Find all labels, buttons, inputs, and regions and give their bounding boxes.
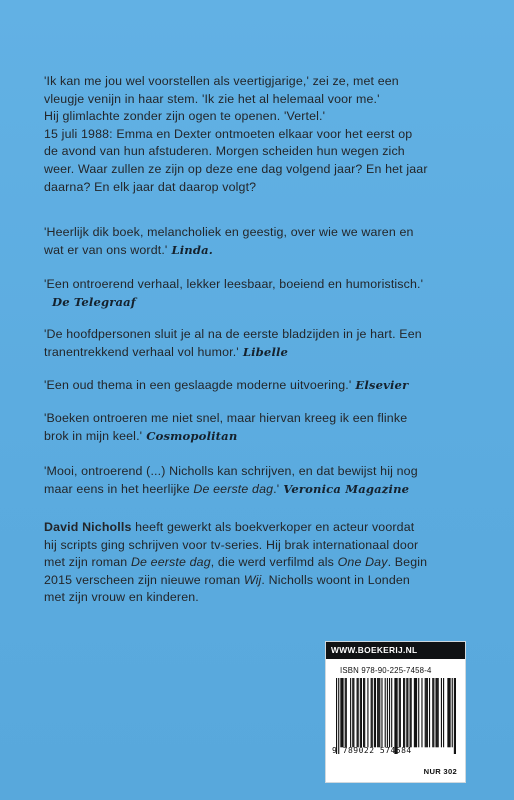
barcode-bar: [374, 678, 375, 747]
barcode-bar: [399, 678, 400, 747]
barcode-bar: [452, 678, 453, 747]
author-bio: [44, 519, 474, 607]
barcode-bar: [400, 678, 401, 747]
barcode-bar: [448, 678, 449, 747]
barcode-bar: [391, 678, 392, 747]
barcode-bar: [364, 678, 365, 747]
quote-line: wat er van ons wordt.': [44, 242, 168, 257]
barcode-bar: [427, 678, 428, 747]
review-quote-libelle: [44, 326, 474, 361]
barcode-bar: [429, 678, 430, 747]
barcode-bar: [447, 678, 448, 747]
intro-line: 15 juli 1988: Emma en Dexter ontmoeten elkaar voor het eerst op: [44, 126, 413, 141]
intro-line: de avond van hun afstuderen. Morgen scheiden hun wegen zich: [44, 144, 405, 159]
review-source: Libelle: [242, 344, 289, 359]
barcode-bar: [433, 678, 434, 747]
barcode-bar: [375, 678, 376, 747]
barcode-bar: [435, 678, 436, 747]
barcode-bar: [437, 678, 438, 747]
barcode-digits: 9 789022 574584: [332, 746, 412, 755]
barcode-bar: [410, 678, 411, 747]
barcode-bar: [454, 678, 455, 754]
review-source: Veronica Magazine: [283, 481, 410, 496]
bio-text: , die werd verfilmd als: [210, 555, 338, 570]
barcode-bar: [371, 678, 372, 747]
intro-line: vleugje venijn in haar stem. 'Ik zie het al helemaal voor me.': [44, 91, 380, 106]
bio-text: met zijn roman: [44, 555, 131, 570]
quote-line: tranentrekkend verhaal vol humor.': [44, 344, 239, 359]
nur-code: NUR 302: [423, 767, 457, 776]
review-source: Elsevier: [355, 378, 409, 392]
review-quote-cosmopolitan: [44, 410, 474, 445]
barcode-bar: [395, 678, 396, 754]
barcode-bar: [361, 678, 362, 747]
barcode-bar: [385, 678, 386, 747]
barcode-bar: [338, 678, 339, 754]
barcode-bar: [418, 678, 419, 747]
barcode-bar: [353, 678, 354, 747]
intro-line: Hij glimlachte zonder zijn ogen te openen. 'Vertel.': [44, 109, 326, 124]
barcode-bar: [426, 678, 427, 747]
quote-line: 'Een ontroerend verhaal, lekker leesbaar, boeiend en humoristisch.': [44, 277, 424, 291]
review-source: De Telegraaf: [52, 294, 136, 309]
barcode-bar: [394, 678, 395, 754]
review-quote-elsevier: [44, 377, 474, 395]
barcode-bar: [340, 678, 341, 747]
barcode-bar: [443, 678, 444, 747]
barcode-bar: [406, 678, 407, 747]
barcode-bar: [381, 678, 382, 747]
barcode-bar: [416, 678, 417, 747]
blurb-intro: [44, 73, 474, 196]
barcode-bar: [363, 678, 364, 747]
barcode-bar: [414, 678, 415, 747]
quote-line: 'Heerlijk dik boek, melancholiek en geestig, over wie we waren en: [44, 225, 414, 239]
review-quote-linda: [44, 224, 474, 259]
quote-line: 'Mooi, ontroerend (...) Nicholls kan schrijven, en dat bewijst hij nog: [44, 464, 418, 478]
bio-text: heeft gewerkt als boekverkoper en acteur voordat: [131, 520, 415, 534]
barcode-bar: [441, 678, 442, 747]
review-source: Linda.: [171, 242, 213, 257]
barcode-bar: [372, 678, 373, 747]
bio-text: . Begin: [387, 555, 428, 570]
barcode-bar: [389, 678, 390, 747]
quote-line: maar eens in het heerlijke: [44, 481, 190, 496]
barcode-bar: [387, 678, 388, 747]
book-title: Wij: [243, 572, 262, 587]
barcode-bar: [415, 678, 416, 747]
book-title: De eerste dag: [130, 555, 211, 570]
barcode-bar: [438, 678, 439, 747]
barcode-bar: [358, 678, 359, 747]
intro-line: 'Ik kan me jou wel voorstellen als veertigjarige,' zei ze, met een: [44, 74, 399, 88]
bio-text: . Nicholls woont in Londen: [261, 572, 410, 587]
barcode-bar: [367, 678, 368, 747]
review-quote-veronica: [44, 463, 474, 498]
barcode-bar: [377, 678, 378, 747]
barcode-bar: [450, 678, 451, 747]
barcode-bar: [350, 678, 351, 747]
barcode-bar: [346, 678, 347, 747]
barcode-bar: [341, 678, 342, 747]
review-quote-telegraaf: [44, 276, 474, 311]
barcode-bars: [336, 678, 456, 754]
intro-line: weer. Waar zullen ze zijn op deze ene dag volgend jaar? En het jaar: [44, 161, 428, 176]
barcode-bar: [455, 678, 456, 754]
barcode-bar: [342, 678, 343, 747]
barcode-bar: [411, 678, 412, 747]
barcode-bar: [397, 678, 398, 754]
barcode-panel: [325, 641, 466, 783]
barcode-bar: [378, 678, 379, 747]
barcode-bar: [432, 678, 433, 747]
bio-text: 2015 verscheen zijn nieuwe roman: [44, 572, 244, 587]
barcode-bar: [403, 678, 404, 747]
barcode-bar: [407, 678, 408, 747]
barcode-bar: [360, 678, 361, 747]
barcode-bar: [352, 678, 353, 747]
barcode-bar: [421, 678, 422, 747]
barcode-bar: [379, 678, 380, 747]
quote-line: 'De hoofdpersonen sluit je al na de eerste bladzijden in je hart. Een: [44, 327, 422, 341]
barcode-bar: [425, 678, 426, 747]
isbn-label: ISBN 978-90-225-7458-4: [340, 666, 432, 675]
intro-line: daarna? En elk jaar dat daarop volgt?: [44, 179, 257, 194]
quote-closing: .': [273, 481, 280, 496]
publisher-website: WWW.BOEKERIJ.NL: [326, 642, 465, 659]
author-name: David Nicholls: [44, 520, 132, 534]
bio-text: met zijn vrouw en kinderen.: [44, 590, 199, 605]
quote-line: brok in mijn keel.': [44, 428, 143, 443]
review-source: Cosmopolitan: [146, 428, 238, 443]
barcode-bar: [404, 678, 405, 747]
barcode-bar: [336, 678, 337, 754]
quote-line: 'Een oud thema in een geslaagde moderne uitvoering.': [44, 378, 352, 392]
barcode-bar: [345, 678, 346, 747]
bio-text: hij scripts ging schrijven voor tv-series. Hij brak internationaal door: [44, 537, 419, 552]
quote-line: 'Boeken ontroeren me niet snel, maar hiervan kreeg ik een flinke: [44, 411, 408, 425]
film-title: One Day: [337, 555, 388, 570]
book-title: De eerste dag: [193, 481, 274, 496]
barcode-bar: [357, 678, 358, 747]
